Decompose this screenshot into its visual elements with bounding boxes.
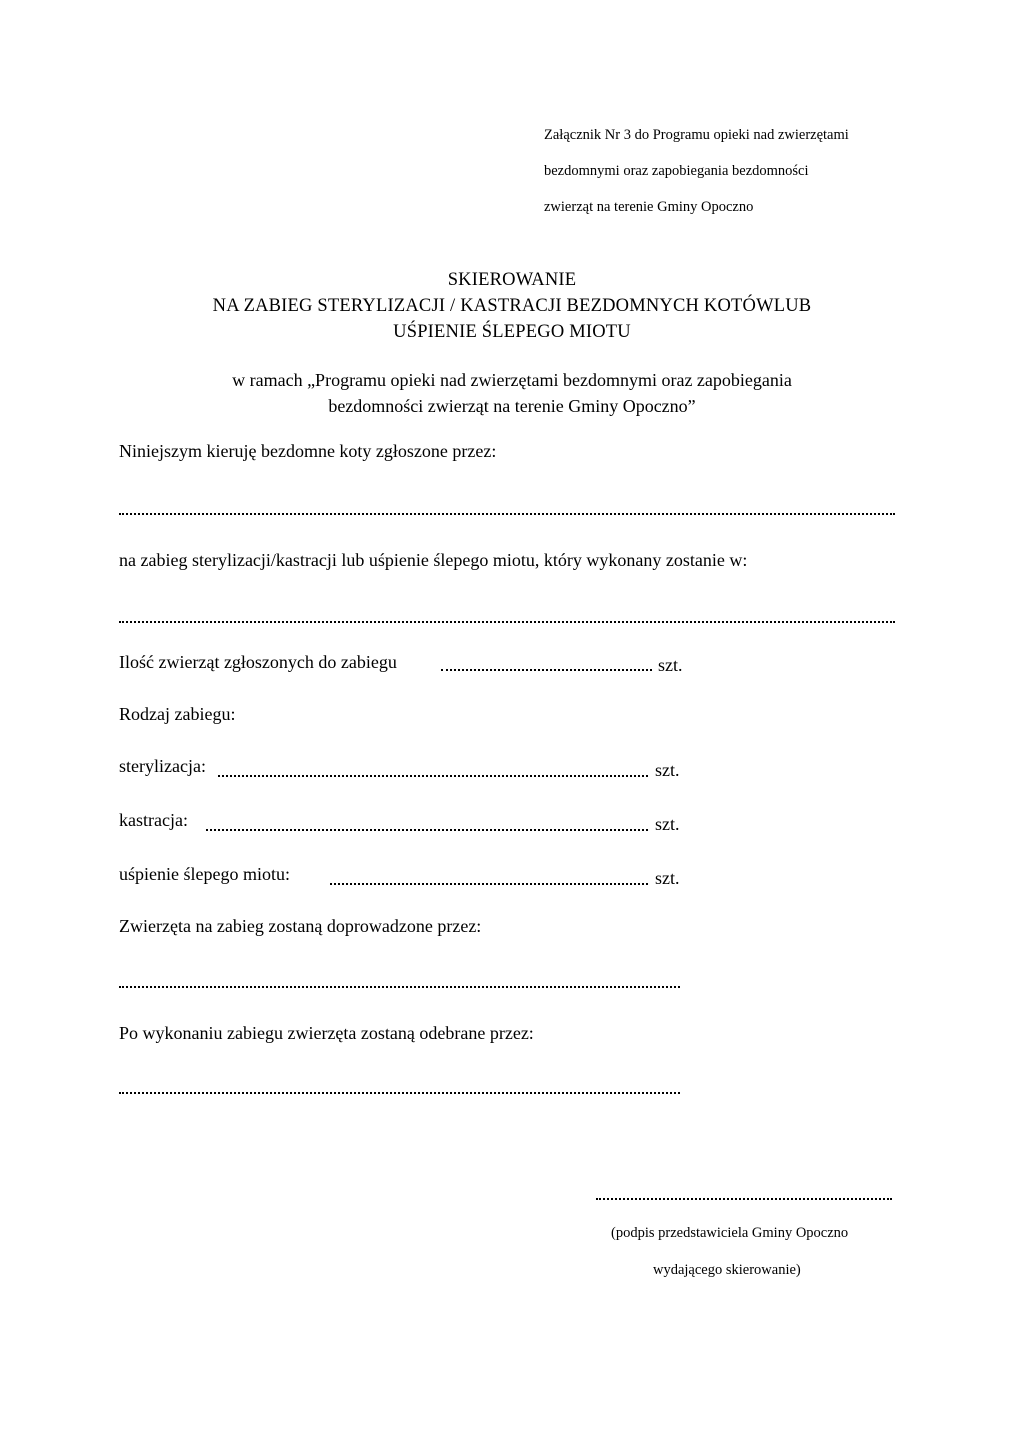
euthanasia-count-field[interactable] — [330, 883, 648, 885]
delivered-by-label: Zwierzęta na zabieg zostaną doprowadzone przez: — [119, 916, 482, 936]
euthanasia-label: uśpienie ślepego miotu: — [119, 864, 290, 884]
document-title-line-3: UŚPIENIE ŚLEPEGO MIOTU — [393, 322, 631, 342]
castration-label: kastracja: — [119, 810, 188, 830]
sterilization-label: sterylizacja: — [119, 756, 206, 776]
animal-count-label: Ilość zwierząt zgłoszonych do zabiegu — [119, 652, 397, 672]
referred-by-label: Niniejszym kieruję bezdomne koty zgłoszone przez: — [119, 441, 497, 461]
animal-count-field[interactable] — [441, 669, 652, 671]
procedure-type-label: Rodzaj zabiegu: — [119, 704, 236, 724]
document-title-line-2: NA ZABIEG STERYLIZACJI / KASTRACJI BEZDOMNYCH KOTÓWLUB — [212, 296, 812, 316]
collected-by-field[interactable] — [119, 1092, 680, 1094]
procedure-place-field[interactable] — [119, 621, 895, 623]
euthanasia-unit: szt. — [655, 868, 680, 888]
sterilization-unit: szt. — [655, 760, 680, 780]
signature-caption-line-2: wydającego skierowanie) — [653, 1262, 801, 1278]
sterilization-count-field[interactable] — [218, 775, 648, 777]
castration-count-field[interactable] — [206, 829, 648, 831]
collected-by-label: Po wykonaniu zabiegu zwierzęta zostaną odebrane przez: — [119, 1023, 534, 1043]
attachment-line-1: Załącznik Nr 3 do Programu opieki nad zwierzętami — [544, 127, 849, 143]
program-subtitle-line-1: w ramach „Programu opieki nad zwierzętami bezdomnymi oraz zapobiegania — [232, 370, 792, 390]
procedure-place-label: na zabieg sterylizacji/kastracji lub uśpienie ślepego miotu, który wykonany zostanie w: — [119, 550, 748, 570]
signature-caption-line-1: (podpis przedstawiciela Gminy Opoczno — [611, 1225, 849, 1241]
signature-field[interactable] — [596, 1198, 892, 1200]
attachment-line-2: bezdomnymi oraz zapobiegania bezdomności — [544, 163, 809, 179]
delivered-by-field[interactable] — [119, 986, 680, 988]
document-title: SKIEROWANIE — [447, 270, 577, 290]
referred-by-field[interactable] — [119, 513, 895, 515]
castration-unit: szt. — [655, 814, 680, 834]
program-subtitle-line-2: bezdomności zwierząt na terenie Gminy Opoczno” — [328, 396, 696, 416]
animal-count-unit: szt. — [658, 655, 683, 675]
attachment-line-3: zwierząt na terenie Gminy Opoczno — [544, 199, 754, 215]
